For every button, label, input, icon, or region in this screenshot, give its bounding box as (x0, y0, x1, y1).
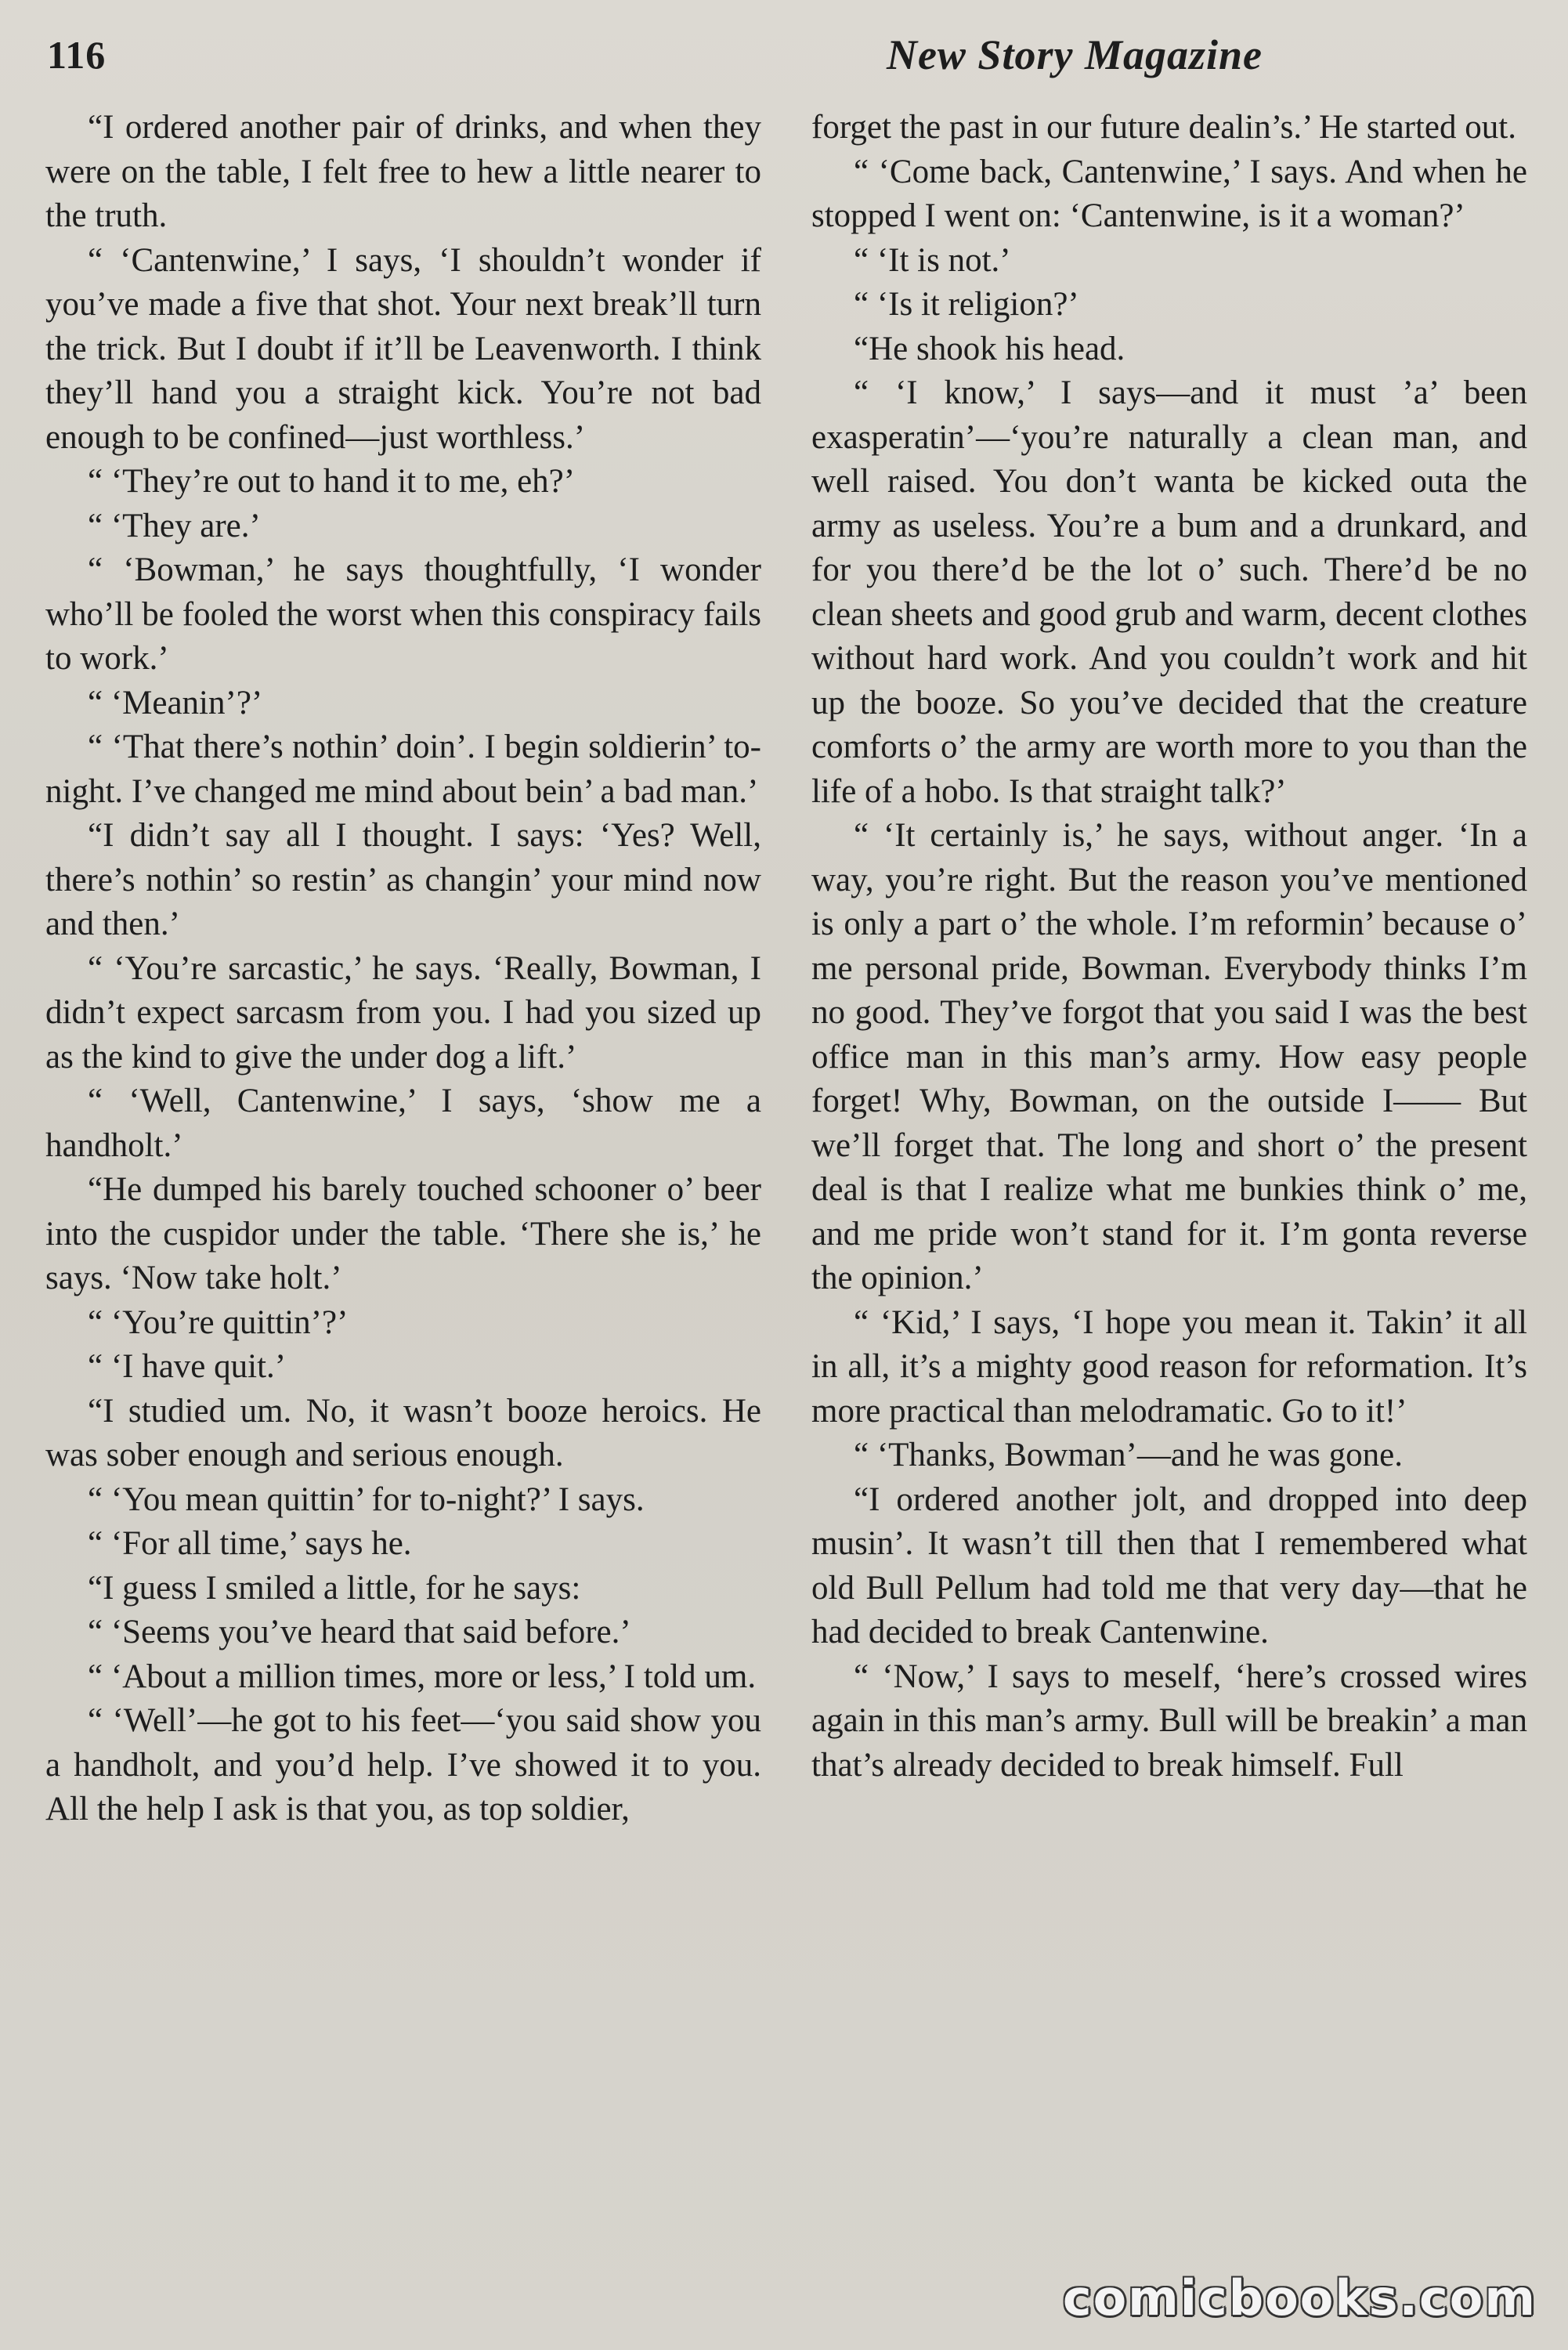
paragraph: “ ‘Kid,’ I says, ‘I hope you mean it. Takin’ it all in all, it’s a mighty good reason for reformation. It’s more practical than melodramatic. Go to it!’ (811, 1303, 1527, 1430)
paragraph: “ ‘Meanin’?’ (88, 684, 263, 721)
page-header (47, 24, 1521, 86)
text-columns (45, 106, 1527, 1832)
paragraph: “He shook his head. (854, 330, 1125, 367)
paragraph: “ ‘I have quit.’ (88, 1348, 287, 1385)
paragraph: “ ‘Thanks, Bowman’—and he was gone. (854, 1437, 1403, 1473)
left-column (45, 106, 761, 1832)
paragraph: “ ‘Now,’ I says to meself, ‘here’s crossed wires again in this man’s army. Bull will be breakin’ a man that’s already decided to break himself. Full (811, 1658, 1527, 1784)
paragraph: “ ‘It certainly is,’ he says, without anger. ‘In a way, you’re right. But the reason you’ve mentioned is only a part o’ the whole. I’m reformin’ because o’ me personal pride, Bowman. Everybody thinks I’m no good. They’ve forgot that you said I was the best office man in this man’s army. How easy people forget! Why, Bowman, on the outside I—— But we’ll forget that. The long and short o’ the present deal is that I realize what me bunkies think o’ me, and me pride won’t stand for it. I’m gonta reverse the opinion.’ (811, 817, 1527, 1296)
watermark-logo: comicbooks.com (1062, 2269, 1537, 2326)
paragraph: “ ‘Bowman,’ he says thoughtfully, ‘I wonder who’ll be fooled the worst when this conspiracy fails to work.’ (45, 551, 761, 677)
paragraph: “I ordered another pair of drinks, and when they were on the table, I felt free to hew a little nearer to the truth. (45, 109, 761, 234)
paragraph: “ ‘Seems you’ve heard that said before.’ (88, 1614, 631, 1650)
paragraph: “ ‘For all time,’ says he. (88, 1525, 412, 1562)
paragraph: “ ‘Well, Cantenwine,’ I says, ‘show me a handholt.’ (45, 1083, 761, 1164)
paragraph: “He dumped his barely touched schooner o’ beer into the cuspidor under the table. ‘There she is,’ he says. ‘Now take holt.’ (45, 1171, 761, 1296)
paragraph: “ ‘Cantenwine,’ I says, ‘I shouldn’t wonder if you’ve made a five that shot. Your next break’ll turn the trick. But I doubt if it’ll be Leavenworth. I think they’ll hand you a straight kick. You’re not bad enough to be confined—just worthless.’ (45, 241, 761, 456)
paragraph: “ ‘They’re out to hand it to me, eh?’ (88, 463, 576, 500)
paragraph: “ ‘Well’—he got to his feet—‘you said show you a handholt, and you’d help. I’ve showed it to you. All the help I ask is that you, as top soldier, (45, 1702, 761, 1828)
paragraph: “ ‘It is not.’ (854, 241, 1011, 279)
paragraph-continuation: forget the past in our future dealin’s.’ He started out. (811, 109, 1516, 146)
magazine-title: New Story Magazine (886, 31, 1263, 78)
paragraph: “I didn’t say all I thought. I says: ‘Yes? Well, there’s nothin’ so restin’ as changin’ your mind now and then.’ (45, 817, 761, 942)
paragraph: “ ‘They are.’ (88, 507, 261, 544)
paragraph: “ ‘I know,’ I says—and it must ’a’ been exasperatin’—‘you’re naturally a clean man, and well raised. You don’t wanta be kicked outa the army as useless. You’re a bum and a drunkard, and for you there’d be the lot o’ such. There’d be no clean sheets and good grub and warm, decent clothes without hard work. And you couldn’t work and hit up the booze. So you’ve decided that the creature comforts o’ the army are worth more to you than the life of a hobo. Is that straight talk?’ (811, 374, 1527, 810)
paragraph: “ ‘You’re quittin’?’ (88, 1303, 349, 1341)
right-column (811, 106, 1527, 1832)
paragraph: “ ‘You’re sarcastic,’ he says. ‘Really, Bowman, I didn’t expect sarcasm from you. I had you sized up as the kind to give the under dog a lift.’ (45, 949, 761, 1076)
page-number: 116 (47, 33, 107, 77)
paragraph: “ ‘Is it religion?’ (854, 286, 1079, 323)
paragraph: “ ‘Come back, Cantenwine,’ I says. And when he stopped I went on: ‘Cantenwine, is it a woman?’ (811, 153, 1527, 234)
paragraph: “ ‘About a million times, more or less,’ I told um. (88, 1658, 757, 1695)
paragraph: “ ‘That there’s nothin’ doin’. I begin soldierin’ to-night. I’ve changed me mind about bein’ a bad man.’ (45, 728, 761, 810)
paragraph: “I guess I smiled a little, for he says: (88, 1569, 581, 1607)
paragraph: “I ordered another jolt, and dropped into deep musin’. It wasn’t till then that I remembered what old Bull Pellum had told me that very day—that he had decided to break Cantenwine. (811, 1480, 1527, 1650)
paragraph: “I studied um. No, it wasn’t booze heroics. He was sober enough and serious enough. (45, 1392, 761, 1473)
paragraph: “ ‘You mean quittin’ for to-night?’ I says. (88, 1480, 645, 1518)
